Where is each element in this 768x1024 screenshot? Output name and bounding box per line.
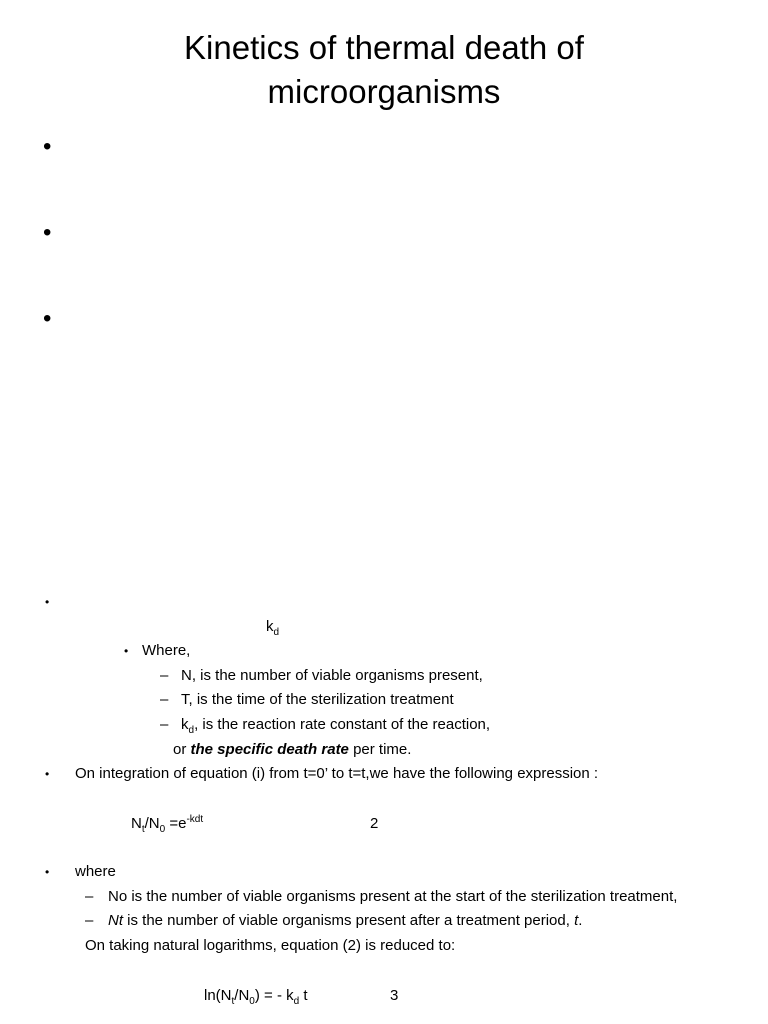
title-line-2: microorganisms bbox=[267, 73, 501, 110]
bullet-dot-2: • bbox=[43, 219, 52, 246]
where-bullet: • bbox=[124, 644, 129, 658]
dash-3: – bbox=[160, 716, 169, 733]
where2-item-nt: Nt is the number of viable organisms present after a treatment period, t. bbox=[108, 912, 583, 929]
integration-text: On integration of equation (i) from t=0’ to t=t,we have the following expression : bbox=[75, 765, 599, 782]
bullet-dot-1: • bbox=[43, 133, 52, 160]
equation-3-number: 3 bbox=[390, 987, 399, 1004]
dash-1: – bbox=[160, 667, 169, 684]
specific-death-rate-line: or the specific death rate per time. bbox=[173, 741, 412, 758]
where-item-n: N, is the number of viable organisms present, bbox=[181, 667, 483, 684]
where-item-t: T, is the time of the sterilization treatment bbox=[181, 691, 454, 708]
where-heading: Where, bbox=[142, 642, 191, 659]
where2-bullet: • bbox=[45, 865, 50, 879]
dash-5: – bbox=[85, 912, 94, 929]
where2-heading: where bbox=[75, 863, 116, 880]
equation-2: $N_t/N_0 =e^{-kdt}$ bbox=[131, 814, 204, 835]
bullet-dot-3: • bbox=[43, 305, 52, 332]
where2-item-no: No is the number of viable organisms present at the start of the sterilization treatment, bbox=[108, 888, 678, 905]
equation-3: $\ln(N_t/N_0)$ = - $k_d$ t bbox=[204, 987, 308, 1007]
kd-label: $k_d$ bbox=[266, 618, 280, 638]
where-item-kd: $k_d$, is the reaction rate constant of the reaction, bbox=[181, 716, 491, 736]
dash-2: – bbox=[160, 691, 169, 708]
bullet-dot-4: • bbox=[45, 595, 50, 609]
dash-4: – bbox=[85, 888, 94, 905]
integration-bullet: • bbox=[45, 767, 50, 781]
title-line-1: Kinetics of thermal death of bbox=[184, 29, 584, 66]
page-title bbox=[0, 26, 768, 114]
equation-2-number: 2 bbox=[370, 815, 379, 832]
natural-log-text: On taking natural logarithms, equation (2) is reduced to: bbox=[85, 937, 456, 954]
